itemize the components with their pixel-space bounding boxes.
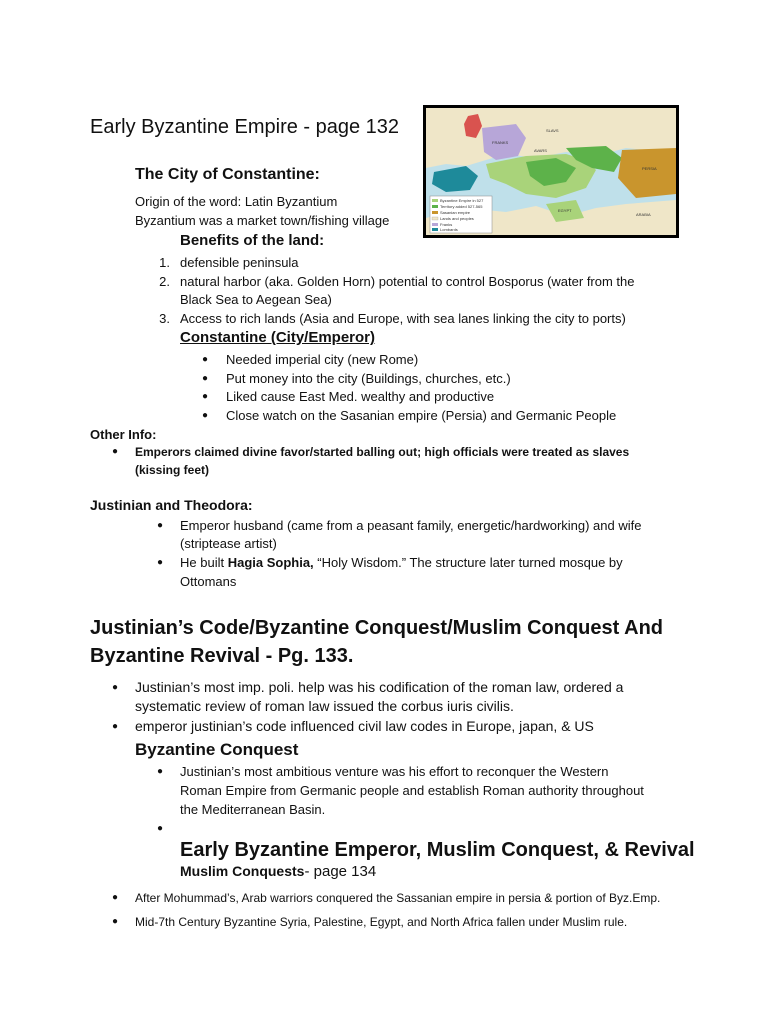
other-info-line: Emperors claimed divine favor/started balling out; high officials were treated as slaves: [135, 445, 630, 459]
legend-item: Lands and peoples: [440, 216, 474, 221]
city-heading: The City of Constantine:: [135, 166, 320, 183]
other-info-heading: Other Info:: [90, 427, 157, 442]
map-label-franks: FRANKS: [492, 140, 509, 145]
bullet: ●: [202, 391, 209, 402]
map-label-egypt: EGYPT: [558, 208, 572, 213]
muslim-conquests-page: - page 134: [304, 863, 377, 880]
legend-swatch: [432, 205, 438, 208]
map-label-persia: PERSIA: [642, 166, 657, 171]
legend-swatch: [432, 199, 438, 202]
bullet: ●: [202, 410, 209, 421]
list-item: Close watch on the Sasanian empire (Persia) and Germanic People: [226, 408, 617, 423]
market-town-line: Byzantium was a market town/fishing village: [135, 213, 390, 228]
legend-item: Byzantine Empire in 527: [440, 198, 484, 203]
map-label-avars: AVARS: [534, 148, 547, 153]
bullet-empty: ●: [157, 823, 164, 834]
constantine-heading: Constantine (City/Emperor): [180, 329, 376, 346]
list-number: 2.: [159, 274, 170, 289]
map-label-arabia: ARABIA: [636, 212, 651, 217]
list-item: Access to rich lands (Asia and Europe, with sea lanes linking the city to ports): [180, 311, 626, 326]
legend-item: Sasanian empire: [440, 210, 471, 215]
code-bullet-2: emperor justinian’s code influenced civil law codes in Europe, japan, & US: [135, 718, 594, 734]
code-heading-line-2: Byzantine Revival - Pg. 133.: [90, 645, 354, 667]
justinian-bullet-1-continued: (striptease artist): [180, 536, 277, 551]
justinian-bullet-2-continued: Ottomans: [180, 574, 237, 589]
bullet: ●: [202, 373, 209, 384]
legend-item: Territory added 527-565: [440, 204, 483, 209]
list-number: 3.: [159, 311, 170, 326]
origin-line: Origin of the word: Latin Byzantium: [135, 194, 338, 209]
bullet: ●: [112, 721, 119, 732]
conquest-line-2: Roman Empire from Germanic people and establish Roman authority throughout: [180, 783, 644, 798]
revival-bullet-2: Mid-7th Century Byzantine Syria, Palestine, Egypt, and North Africa fallen under Muslim rule.: [135, 915, 628, 929]
list-item-continued: Black Sea to Aegean Sea): [180, 292, 332, 307]
list-item: Put money into the city (Buildings, churches, etc.): [226, 371, 511, 386]
legend-item: Lombards: [440, 227, 458, 232]
justinian-bullet-2: [180, 553, 623, 572]
hagia-post: “Holy Wisdom.” The structure later turned mosque by: [313, 555, 623, 570]
list-item: natural harbor (aka. Golden Horn) potential to control Bosporus (water from the: [180, 274, 635, 289]
legend-swatch: [432, 217, 438, 220]
legend-swatch: [432, 211, 438, 214]
justinian-bullet-1: Emperor husband (came from a peasant family, energetic/hardworking) and wife: [180, 518, 642, 533]
list-item: defensible peninsula: [180, 255, 299, 270]
code-heading-line-1: Justinian’s Code/Byzantine Conquest/Muslim Conquest And: [90, 617, 663, 639]
map-label-slavs: SLAVS: [546, 128, 559, 133]
bullet: ●: [112, 682, 119, 693]
conquest-line-1: Justinian’s most ambitious venture was his effort to reconquer the Western: [180, 764, 609, 779]
hagia-pre: He built: [180, 555, 228, 570]
other-info-line-continued: (kissing feet): [135, 463, 210, 477]
code-bullet-1-continued: systematic review of roman law issued the corbus iuris civilis.: [135, 698, 514, 714]
list-item: Needed imperial city (new Rome): [226, 352, 419, 367]
conquest-heading: Byzantine Conquest: [135, 740, 299, 759]
byzantine-map: [423, 105, 679, 238]
bullet: ●: [157, 520, 164, 531]
legend-item: Franks: [440, 222, 453, 227]
benefits-heading: Benefits of the land:: [180, 232, 325, 249]
map-graphic: [426, 108, 676, 235]
justinian-heading: Justinian and Theodora:: [90, 497, 253, 513]
bullet: ●: [157, 557, 164, 568]
hagia-sophia: Hagia Sophia,: [227, 555, 314, 570]
muslim-conquests-subheading: [180, 863, 376, 880]
conquest-line-3: the Mediterranean Basin.: [180, 802, 326, 817]
list-number: 1.: [159, 255, 170, 270]
page-title: Early Byzantine Empire - page 132: [90, 116, 400, 138]
muslim-conquests-label: Muslim Conquests: [180, 863, 305, 879]
code-bullet-1: Justinian’s most imp. poli. help was his codification of the roman law, ordered a: [135, 679, 624, 695]
bullet: ●: [202, 354, 209, 365]
bullet: ●: [112, 916, 119, 927]
bullet: ●: [112, 892, 119, 903]
revival-heading: Early Byzantine Emperor, Muslim Conquest, & Revival: [180, 839, 695, 861]
bullet: ●: [157, 766, 164, 777]
legend-swatch: [432, 223, 438, 226]
list-item: Liked cause East Med. wealthy and productive: [226, 389, 495, 404]
revival-bullet-1: After Mohummad’s, Arab warriors conquered the Sassanian empire in persia & portion of Byz.Emp.: [135, 891, 661, 905]
bullet: ●: [112, 446, 119, 457]
legend-swatch: [432, 228, 438, 231]
